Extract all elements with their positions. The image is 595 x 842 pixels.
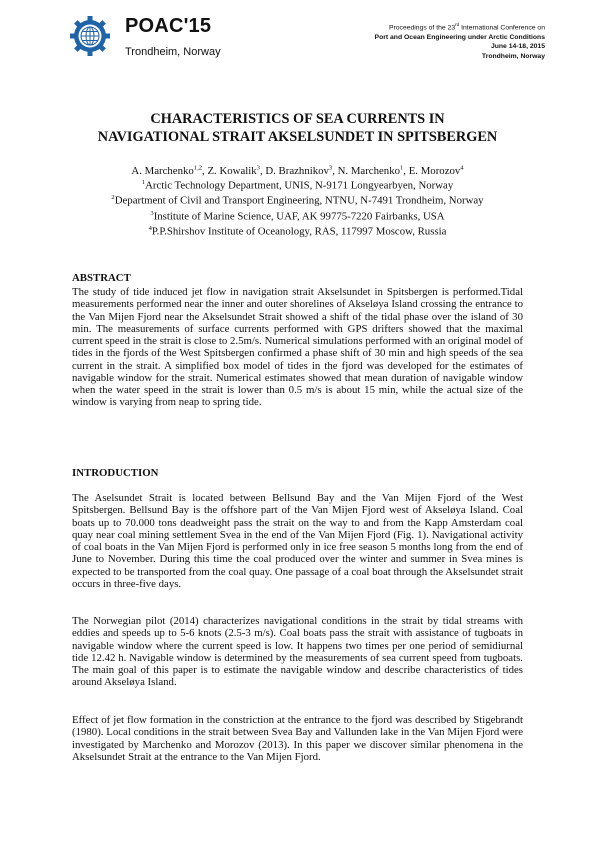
author: D. Brazhnikov$^3$, bbox=[265, 164, 338, 177]
proceedings-line-4: Trondheim, Norway bbox=[481, 53, 545, 61]
text-line: The Aselsundet Strait is located between Bellsund Bay and the Van Mijen Fjord of the West bbox=[72, 492, 523, 504]
poac-logo-icon bbox=[70, 16, 110, 56]
intro-paragraph bbox=[72, 714, 523, 763]
page-header bbox=[62, 12, 545, 72]
title-line: CHARACTERISTICS OF SEA CURRENTS IN bbox=[150, 111, 445, 127]
text-line: Stigebrandt (1980). Local conditions in the strait between Svea Bay and Vallunden lake in the bbox=[72, 714, 523, 739]
text-line: Island. Coal boats up to 70.000 tons deadweight pass the strait on the way to and from the bbox=[72, 504, 523, 529]
text-line: Effect of jet flow formation in the constriction at the entrance to the fjord was described by bbox=[72, 714, 471, 726]
text-line: of the window is varying from neap to spring tide. bbox=[72, 384, 523, 409]
text-line: The study of tide induced jet flow in navigation strait Akselsundet in Spitsbergen is bbox=[72, 286, 449, 298]
author-block bbox=[62, 162, 533, 238]
abstract-text bbox=[72, 286, 523, 409]
conference-name: POAC'15 bbox=[125, 15, 212, 37]
paper-title bbox=[62, 111, 533, 146]
affiliation: $^3$Institute of Marine Science, UAF, AK 99775-7220 Fairbanks, USA bbox=[150, 209, 445, 223]
author-list bbox=[62, 162, 533, 177]
text-line: period of semidiurnal tide 12.42 h. Navigable window is determined by the measurements of bbox=[72, 639, 524, 664]
text-line: Spitsbergen. Bellsund Bay is the offshore part of the Van Mijen Fjord west of Akseløya bbox=[72, 504, 466, 517]
proceedings-line-2: Port and Ocean Engineering under Arctic Conditions bbox=[374, 33, 545, 41]
text-line: window and describe characteristics of tides around Akseløya Island. bbox=[72, 664, 523, 689]
text-line: of the tidal phase over the island of 30 min. The measurements of surface currents performed bbox=[72, 310, 523, 335]
proceedings-line-1: Proceedings of the 23rd International Conference on bbox=[388, 22, 545, 32]
text-line: window for the strait. Numerical estimates showed that mean duration of navigable window bbox=[117, 371, 524, 384]
text-line: A simplified box model of tides in the fjord was developed for the estimates of navigable bbox=[72, 359, 524, 384]
author: Z. Kowalik$^3$, bbox=[207, 164, 266, 177]
affiliation: $^4$P.P.Shirshov Institute of Oceanology, RAS, 117997 Moscow, Russia bbox=[148, 224, 447, 238]
text-line: Kapp Amsterdam coal quay near coal mining settlement Svea in the end of the Van Mijen bbox=[72, 516, 523, 541]
text-line: ice free season 5 months long from the end of June to November. During this time the coal bbox=[72, 541, 524, 566]
text-line: with GPS drifters showed that the maximal current speed in the strait is close to 2.5m/s. bbox=[72, 322, 523, 347]
text-line: Van Mijen Fjord were investigated by Marchenko and Morozov (2013). In this paper we bbox=[72, 726, 523, 751]
introduction-heading: INTRODUCTION bbox=[72, 467, 159, 479]
affiliation: $^1$Arctic Technology Department, UNIS, N-9171 Longyearbyen, Norway bbox=[141, 179, 454, 192]
author: E. Morozov$^4$ bbox=[408, 164, 464, 177]
author: N. Marchenko$^1$, bbox=[337, 164, 409, 177]
author: A. Marchenko$^{1,2}$, bbox=[131, 164, 208, 177]
text-line: sea current speed from tugboats. The main goal of this paper is to estimate the navigable bbox=[72, 651, 523, 676]
text-line: coal quay. One passage of a coal boat through the Akselsundet strait occurs in three-five days. bbox=[72, 565, 523, 590]
intro-paragraph bbox=[72, 615, 523, 689]
abstract-heading: ABSTRACT bbox=[72, 272, 131, 284]
text-line: discover similar phenomena in the Akselsundet Strait at the entrance to the Van Mijen Fjord. bbox=[72, 738, 524, 763]
text-line: of tugboats in navigable window where the current speed is low. It happens two times per one bbox=[72, 627, 523, 652]
proceedings-line-3: June 14-18, 2015 bbox=[490, 43, 545, 51]
conference-location: Trondheim, Norway bbox=[125, 46, 221, 58]
text-line: The Norwegian pilot (2014) characterizes navigational conditions in the strait by tidal streams bbox=[72, 615, 500, 627]
text-line: Numerical simulations performed with an original model of tides in the fjords of the West bbox=[72, 335, 523, 360]
proceedings-info bbox=[375, 20, 545, 62]
text-line: performed.Tidal measurements performed near the inner and outer shorelines of Akseløya bbox=[72, 286, 523, 311]
text-line: Spitsbergen confirmed a phase shift of 30 min and high speeds of the sea current in the strait. bbox=[72, 347, 523, 372]
intro-paragraph bbox=[72, 492, 523, 590]
title-line: NAVIGATIONAL STRAIT AKSELSUNDET IN SPITSBERGEN bbox=[97, 128, 498, 145]
text-line: with eddies and speeds up to 5-6 knots (2.5-3 m/s). Coal boats pass the strait with assistance bbox=[72, 615, 523, 640]
text-line: when the water speed in the strait is lower than 0.5 m/s is about 15 min, while the actual size bbox=[72, 384, 494, 396]
affiliation: $^2$Department of Civil and Transport Engineering, NTNU, N-7491 Trondheim, Norway bbox=[111, 194, 484, 207]
text-line: Island crossing the entrance to the Van Mijen Fjord near the Akselsundet Strait showed a shift bbox=[72, 298, 523, 323]
text-line: produced over the winter and summer in Svea mines is expected to be transported from the bbox=[72, 553, 523, 578]
text-line: Fjord (Fig. 1). Navigational activity of coal boats in the Van Mijen Fjord is performed only in bbox=[72, 528, 524, 553]
